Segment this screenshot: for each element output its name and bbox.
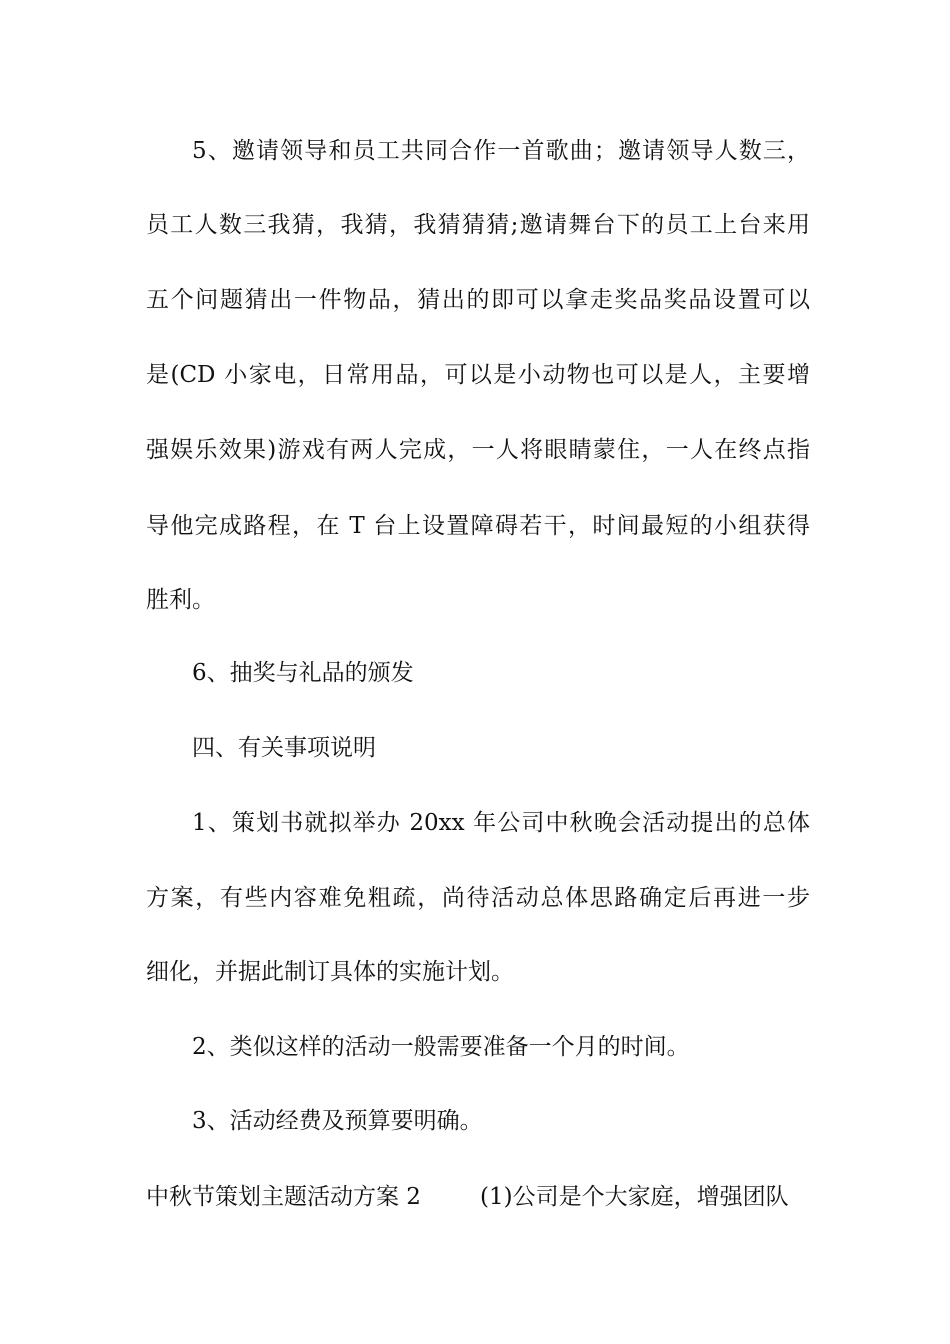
paragraph-line: 2、类似这样的活动一般需要准备一个月的时间。: [192, 1034, 690, 1060]
paragraph-line: 1、策划书就拟举办 20xx 年公司中秋晚会活动提出的总体: [192, 810, 810, 836]
paragraph-line: 5、邀请领导和员工共同合作一首歌曲；邀请领导人数三，: [192, 138, 810, 164]
section-heading: 四、有关事项说明: [192, 735, 376, 761]
paragraph-line: 6、抽奖与礼品的颁发: [192, 660, 414, 686]
footer-text: (1)公司是个大家庭，增强团队: [480, 1184, 789, 1210]
paragraph-line: 员工人数三我猜，我猜，我猜猜猜;邀请舞台下的员工上台来用: [146, 212, 810, 238]
paragraph-line: 3、活动经费及预算要明确。: [192, 1108, 483, 1134]
paragraph-line: 胜利。: [146, 587, 215, 613]
paragraph-line: 是(CD 小家电，日常用品，可以是小动物也可以是人，主要增: [146, 362, 810, 388]
paragraph-line: 强娱乐效果)游戏有两人完成，一人将眼睛蒙住，一人在终点指: [146, 437, 810, 463]
paragraph-line: 细化，并据此制订具体的实施计划。: [146, 959, 514, 985]
footer-title: 中秋节策划主题活动方案 2: [146, 1184, 421, 1210]
paragraph-line: 五个问题猜出一件物品，猜出的即可以拿走奖品奖品设置可以: [146, 287, 810, 313]
paragraph-line: 方案，有些内容难免粗疏，尚待活动总体思路确定后再进一步: [146, 885, 810, 911]
paragraph-line: 导他完成路程，在 T 台上设置障碍若干，时间最短的小组获得: [146, 513, 810, 539]
